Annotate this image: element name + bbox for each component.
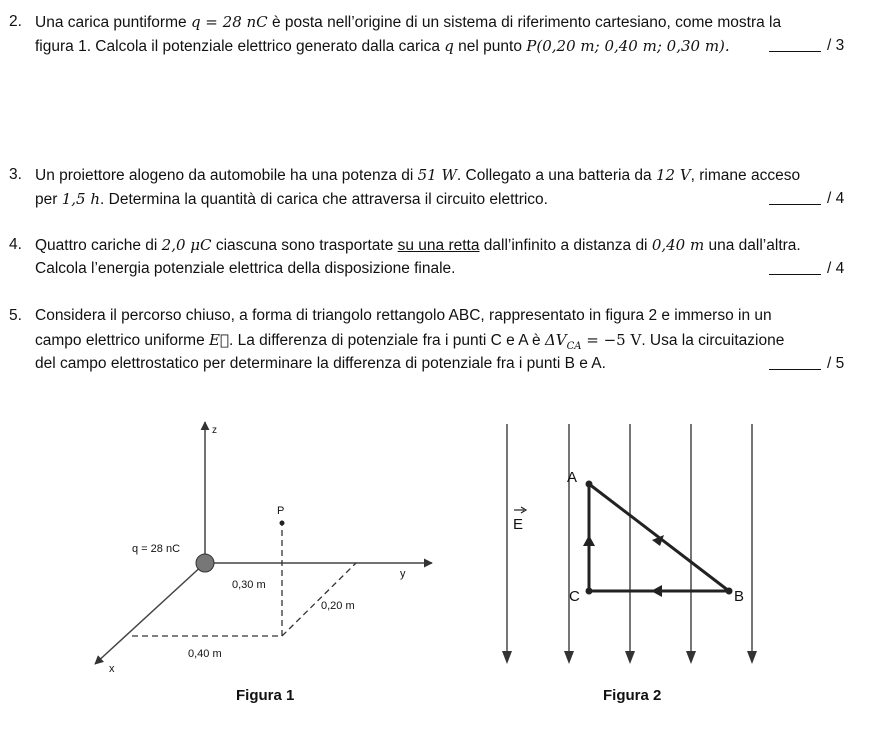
z-axis-label: z [212,425,217,436]
text: . La differenza di potenziale fra i punti C e A è [228,332,545,349]
text: del campo elettrostatico per determinare la differenza di potenziale fra i punti B e A. [35,355,606,372]
figure-1 [95,422,432,704]
math: 2,0 μC [161,236,212,254]
text: . Collegato a una batteria da [456,167,656,184]
charge-label: q = 28 nC [132,543,181,555]
text: nel punto [453,38,527,55]
exercise-number: 2. [9,13,22,30]
field-arrowhead [747,651,757,664]
vertex-b-dot [726,588,733,595]
score-points: / 5 [827,355,845,372]
text: , rimane acceso [690,167,801,184]
text: campo elettrico uniforme [35,332,210,349]
math-subscript: CA [566,341,582,353]
text: una dall’altra. [704,237,801,254]
field-arrowhead [625,651,635,664]
text: Quattro cariche di [35,237,162,254]
x-axis-label: x [109,663,115,675]
dimension-y: 0,20 m [321,600,355,612]
point-p-dot [280,521,285,526]
exercise-number: 3. [9,166,22,183]
figure-1-caption: Figura 1 [236,687,295,704]
math: = −5 V [581,331,642,349]
text: Una carica puntiforme [35,14,191,31]
field-label: E [513,516,524,533]
point-p-label: P [277,505,285,517]
field-arrowhead [564,651,574,664]
y-axis-label: y [400,568,406,580]
text: ciascuna sono trasportate [211,237,398,254]
text: Un proiettore alogeno da automobile ha una potenza di [35,167,418,184]
vertex-c-dot [586,588,593,595]
dimension-x: 0,40 m [188,648,222,660]
text: per [35,191,62,208]
figure-2-caption: Figura 2 [603,687,662,704]
dimension-z: 0,30 m [232,579,266,591]
math: ΔV [544,331,567,349]
exercise-number: 4. [9,236,22,253]
text: . Determina la quantità di carica che attraversa il circuito elettrico. [100,191,548,208]
score-points: / 4 [827,190,845,207]
vertex-b-label: B [734,588,745,605]
math: q [444,37,454,55]
vertex-c-label: C [569,588,580,605]
underlined-text: su una retta [397,237,480,254]
field-arrowhead [502,651,512,664]
math: 0,40 m [651,236,705,254]
figure-2 [502,424,757,704]
direction-arrow-left [651,585,662,597]
math: E⃗ [209,331,229,349]
score-points: / 4 [827,260,845,277]
text: . Usa la circuitazione [641,332,785,349]
text: dall’infinito a distanza di [479,237,652,254]
text: Considera il percorso chiuso, a forma di triangolo rettangolo ABC, rappresentato in figura 2 e immerso in un [35,307,772,324]
text: è posta nell’origine di un sistema di riferimento cartesiano, come mostra la [267,14,782,31]
math: q = 28 nC [190,13,268,31]
exercise-number: 5. [9,307,22,324]
math: 51 W [417,166,457,184]
vertex-a-label: A [567,469,578,486]
text: figura 1. Calcola il potenziale elettrico generato dalla carica [35,38,445,55]
field-arrowhead [686,651,696,664]
charge-sphere [196,554,214,572]
vertex-a-dot [586,481,593,488]
direction-arrow-up [583,535,595,546]
math: P(0,20 m; 0,40 m; 0,30 m). [526,37,730,55]
math: 1,5 h [61,190,101,208]
math: 12 V [655,166,691,184]
text: Calcola l’energia potenziale elettrica della disposizione finale. [35,260,456,277]
score-points: / 3 [827,37,845,54]
